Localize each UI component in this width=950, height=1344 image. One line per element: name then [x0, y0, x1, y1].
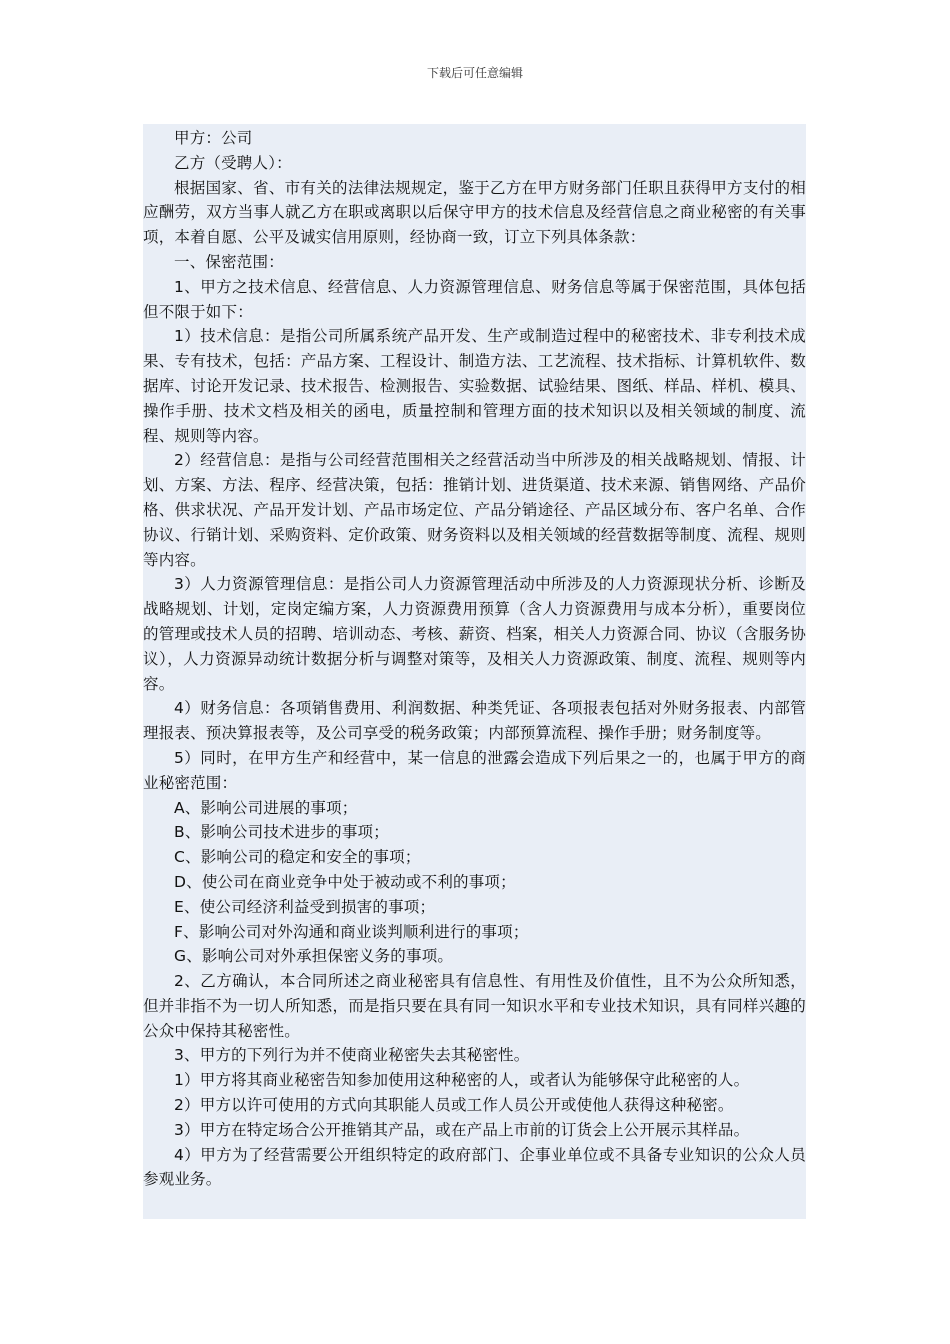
list-item: B、影响公司技术进步的事项；	[174, 823, 389, 842]
list-item: F、影响公司对外沟通和商业谈判顺利进行的事项；	[174, 922, 529, 941]
list-item: E、使公司经济利益受到损害的事项；	[174, 897, 436, 916]
clause-paragraph: 3、甲方的下列行为并不使商业秘密失去其秘密性。	[174, 1046, 530, 1065]
document-body	[143, 124, 806, 1219]
list-item: D、使公司在商业竞争中处于被动或不利的事项；	[174, 872, 516, 891]
clause-paragraph: 4）财务信息：各项销售费用、利润数据、种类凭证、各项报表包括对外财务报表、内部管理报表、预决算报表等，及公司享受的税务政策；内部预算流程、操作手册；财务制度等。	[143, 699, 806, 743]
preamble-paragraph: 根据国家、省、市有关的法律法规规定，鉴于乙方在甲方财务部门任职且获得甲方支付的相应酬劳，双方当事人就乙方在职或离职以后保守甲方的技术信息及经营信息之商业秘密的有关事项，本着自愿、公平及诚实信用原则，经协商一致，订立下列具体条款：	[143, 178, 806, 247]
clause-paragraph: 2、乙方确认，本合同所述之商业秘密具有信息性、有用性及价值性，且不为公众所知悉，但并非指不为一切人所知悉，而是指只要在具有同一知识水平和专业技术知识，具有同样兴趣的公众中保持其秘密性。	[143, 972, 806, 1040]
list-item: G、影响公司对外承担保密义务的事项。	[174, 947, 454, 966]
clause-paragraph: 4）甲方为了经营需要公开组织特定的政府部门、企事业单位或不具备专业知识的公众人员参观业务。	[143, 1145, 806, 1189]
clause-paragraph: 1、甲方之技术信息、经营信息、人力资源管理信息、财务信息等属于保密范围，具体包括但不限于如下：	[143, 277, 806, 321]
page-header: 下载后可任意编辑	[426, 66, 523, 80]
party-b-line: 乙方（受聘人）：	[174, 153, 292, 172]
list-item: A、影响公司进展的事项；	[174, 798, 358, 817]
clause-paragraph: 5）同时，在甲方生产和经营中，某一信息的泄露会造成下列后果之一的，也属于甲方的商业秘密范围：	[143, 748, 806, 792]
clause-paragraph: 2）甲方以许可使用的方式向其职能人员或工作人员公开或使他人获得这种秘密。	[174, 1096, 734, 1115]
clause-paragraph: 2）经营信息：是指与公司经营范围相关之经营活动当中所涉及的相关战略规划、情报、计划、方案、方法、程序、经营决策，包括：推销计划、进货渠道、技术来源、销售网络、产品价格、供求状况、产品开发计划、产品市场定位、产品分销途径、产品区域分布、客户名单、合作协议、行销计划、采购资料、定价政策、财务资料以及相关领域的经营数据等制度、流程、规则等内容。	[143, 451, 806, 569]
clause-paragraph: 3）甲方在特定场合公开推销其产品，或在产品上市前的订货会上公开展示其样品。	[174, 1120, 750, 1139]
section-heading: 一、保密范围：	[174, 252, 284, 271]
clause-paragraph: 1）技术信息：是指公司所属系统产品开发、生产或制造过程中的秘密技术、非专利技术成果、专有技术，包括：产品方案、工程设计、制造方法、工艺流程、技术指标、计算机软件、数据库、讨论开发记录、技术报告、检测报告、实验数据、试验结果、图纸、样品、样机、模具、操作手册、技术文档及相关的函电，质量控制和管理方面的技术知识以及相关领域的制度、流程、规则等内容。	[143, 327, 806, 445]
party-a-line: 甲方：公司	[174, 129, 253, 147]
clause-paragraph: 3）人力资源管理信息：是指公司人力资源管理活动中所涉及的人力资源现状分析、诊断及战略规划、计划，定岗定编方案，人力资源费用预算（含人力资源费用与成本分析），重要岗位的管理或技术人员的招聘、培训动态、考核、薪资、档案，相关人力资源合同、协议（含服务协议），人力资源异动统计数据分析与调整对策等，及相关人力资源政策、制度、流程、规则等内容。	[143, 575, 806, 693]
clause-paragraph: 1）甲方将其商业秘密告知参加使用这种秘密的人，或者认为能够保守此秘密的人。	[174, 1071, 750, 1090]
list-item: C、影响公司的稳定和安全的事项；	[174, 848, 421, 867]
